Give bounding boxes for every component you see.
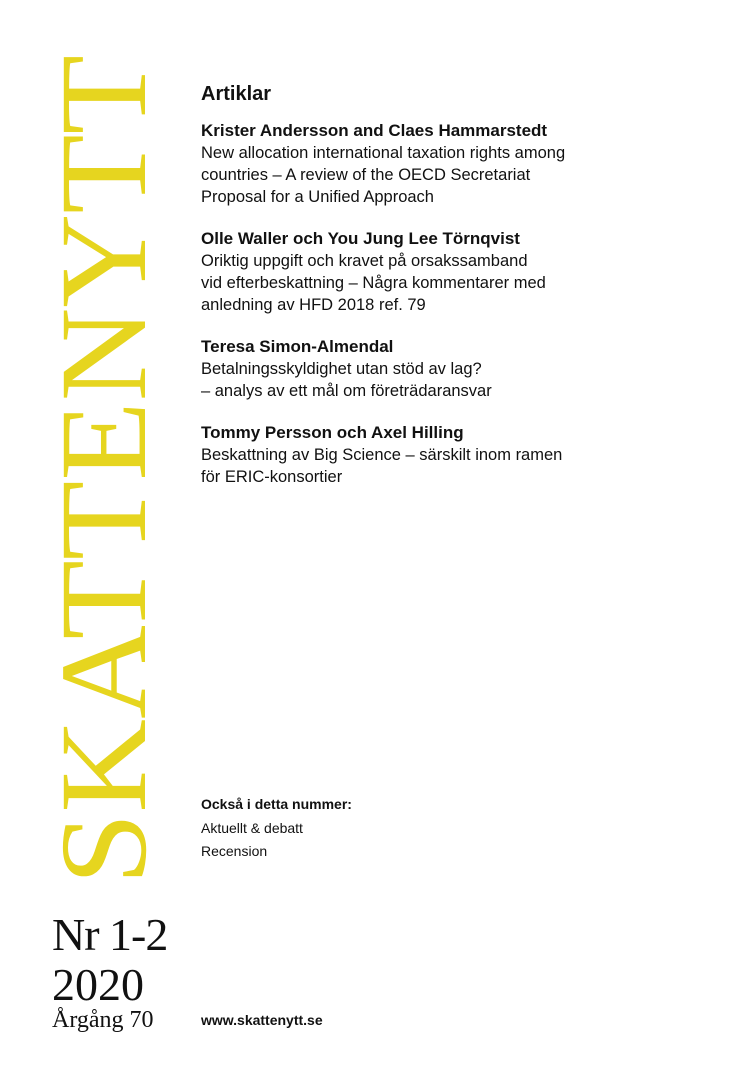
masthead-title — [35, 55, 172, 885]
article-title: Beskattning av Big Science – särskilt inom ramen för ERIC-konsortier — [201, 446, 563, 486]
article-authors: Krister Andersson and Claes Hammarstedt — [201, 121, 548, 140]
masthead-text: SKATTENYTT — [35, 92, 172, 885]
article-item — [201, 336, 711, 402]
issue-year: 2020 — [52, 959, 144, 1010]
section-heading: Artiklar — [201, 83, 272, 105]
article-authors: Teresa Simon-Almendal — [201, 337, 394, 356]
article-title: Betalningsskyldighet utan stöd av lag? – analys av ett mål om företrädaransvar — [201, 360, 492, 400]
article-item — [201, 422, 711, 488]
also-in-issue — [201, 794, 601, 863]
also-in-issue-heading: Också i detta nummer: — [201, 796, 352, 812]
also-in-issue-item: Aktuellt & debatt — [201, 820, 303, 836]
website-url[interactable]: www.skattenytt.se — [201, 1012, 323, 1028]
article-item — [201, 120, 711, 208]
issue-number: Nr 1-2 — [52, 909, 168, 960]
table-of-contents — [201, 82, 711, 508]
article-title: New allocation international taxation rights among countries – A review of the OECD Secretariat Proposal for a Unified Approach — [201, 144, 566, 206]
article-authors: Tommy Persson och Axel Hilling — [201, 423, 464, 442]
article-title: Oriktig uppgift och kravet på orsakssamband vid efterbeskattning – Några kommentarer med anledning av HFD 2018 ref. 79 — [201, 252, 546, 314]
article-authors: Olle Waller och You Jung Lee Törnqvist — [201, 229, 520, 248]
also-in-issue-item: Recension — [201, 843, 268, 859]
article-item — [201, 228, 711, 316]
issue-volume: Årgång 70 — [52, 1007, 154, 1033]
masthead-svg — [35, 55, 172, 885]
